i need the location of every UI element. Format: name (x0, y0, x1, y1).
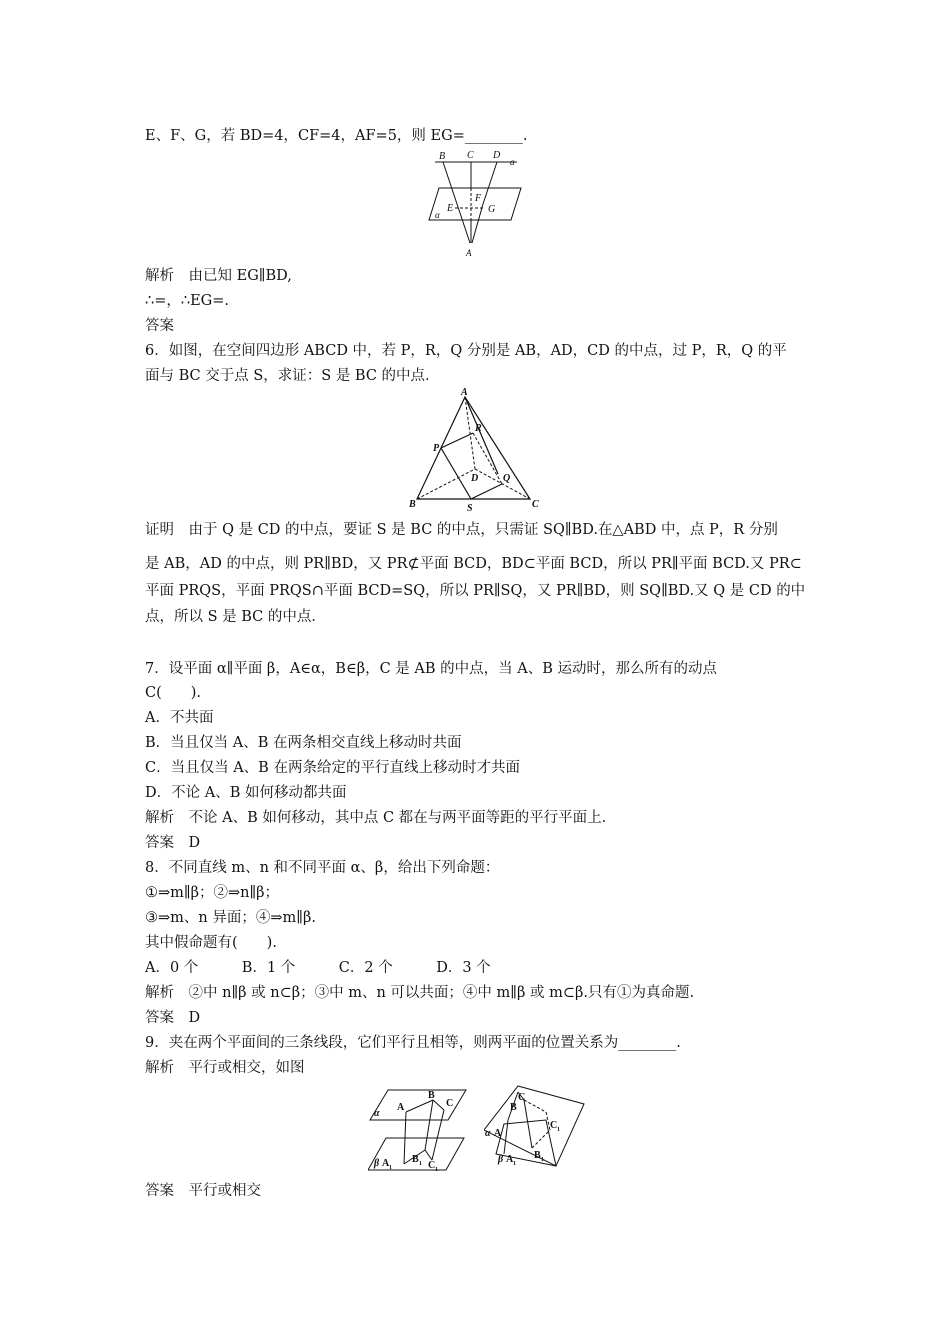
fig3-label-c: C (446, 1098, 454, 1109)
text-line-proof-a: 证明 由于 Q 是 CD 的中点，要证 S 是 BC 的中点，只需证 SQ∥BD.在△ABD 中，点 P，R 分别 (145, 522, 778, 538)
fig4-label-c: C (518, 1092, 526, 1103)
fig3-label-beta: β (374, 1158, 380, 1169)
fig1-label-g: G (488, 204, 496, 215)
fig3-label-a1: A (382, 1158, 390, 1169)
fig1-label-e: E (447, 203, 454, 214)
text-line-q5-tail: E、F、G，若 BD=4，CF=4，AF=5，则 EG=________. (145, 128, 528, 144)
fig4-label-b1: B (534, 1150, 541, 1161)
fig1-label-a: A (466, 248, 472, 258)
text-line-q8b: ①⇒m∥β；②⇒n∥β； (145, 885, 280, 901)
text-line-answer-9: 答案 平行或相交 (145, 1183, 261, 1199)
text-line-q6a: 6．如图，在空间四边形 ABCD 中，若 P，R，Q 分别是 AB，AD，CD 的中点，过 P，R，Q 的平 (145, 343, 787, 359)
fig4-sub-b1: 1 (541, 1157, 544, 1163)
figure-2-space-quadrilateral (405, 385, 545, 515)
fig4-label-b: B (510, 1102, 517, 1113)
text-line-analysis-5b: ∴=，∴EG=. (145, 293, 230, 309)
fig3-label-alpha: α (374, 1108, 380, 1119)
options-8: A．0 个 B．1 个 C．2 个 D．3 个 (145, 960, 491, 976)
fig1-label-c: C (467, 150, 474, 161)
text-line-proof-c: 平面 PRQS，平面 PRQS∩平面 BCD=SQ，所以 PR∥SQ，又 PR∥BD，则 SQ∥BD.又 Q 是 CD 的中 (145, 583, 806, 599)
fig2-label-p: P (433, 443, 440, 454)
fig2-label-d: D (471, 473, 479, 484)
text-line-answer-5: 答案 (145, 318, 174, 334)
fig1-label-b: B (439, 151, 446, 162)
text-line-q7b: C( ). (145, 685, 202, 701)
fig4-label-c1: C (550, 1120, 558, 1131)
fig2-label-q: Q (503, 473, 511, 484)
text-line-analysis-7: 解析 不论 A、B 如何移动，其中点 C 都在与两平面等距的平行平面上． (145, 810, 617, 826)
text-line-proof-b: 是 AB，AD 的中点，则 PR∥BD，又 PR⊄平面 BCD，BD⊂平面 BCD，所以 PR∥平面 BCD.又 PR⊂ (145, 556, 802, 572)
option-7b: B．当且仅当 A、B 在两条相交直线上移动时共面 (145, 735, 462, 751)
text-line-q6b: 面与 BC 交于点 S，求证：S 是 BC 的中点． (145, 368, 440, 384)
fig2-label-a: A (461, 387, 468, 398)
fig3-sub-b1: 1 (419, 1161, 422, 1167)
fig4-label-a: A (494, 1128, 502, 1139)
fig3-label-b1: B (412, 1154, 419, 1165)
fig2-label-r: R (475, 423, 482, 434)
text-line-answer-8: 答案 D (145, 1010, 201, 1026)
text-line-q7a: 7．设平面 α∥平面 β，A∈α，B∈β，C 是 AB 的中点，当 A、B 运动时，那么所有的动点 (145, 661, 717, 677)
text-line-q9: 9．夹在两个平面间的三条线段，它们平行且相等，则两平面的位置关系为________. (145, 1035, 681, 1051)
option-7a: A．不共面 (145, 710, 214, 726)
fig1-label-a-line: a (510, 157, 515, 167)
fig4-sub-a1: 1 (513, 1161, 516, 1167)
fig4-label-a1: A (506, 1154, 514, 1165)
fig2-label-s: S (467, 503, 473, 514)
fig3-sub-c1: 1 (435, 1167, 438, 1173)
fig4-sub-c1: 1 (557, 1127, 560, 1133)
fig3-label-a: A (397, 1102, 405, 1113)
text-line-analysis-8: 解析 ②中 n∥β 或 n⊂β；③中 m、n 可以共面；④中 m∥β 或 m⊂β.只有①为真命题. (145, 985, 695, 1001)
option-7d: D．不论 A、B 如何移动都共面 (145, 785, 347, 801)
text-line-proof-d: 点，所以 S 是 BC 的中点． (145, 609, 326, 625)
text-line-q8c: ③⇒m、n 异面；④⇒m∥β. (145, 910, 316, 926)
text-line-analysis-5a: 解析 由已知 EG∥BD, (145, 268, 292, 284)
text-line-q8a: 8．不同直线 m、n 和不同平面 α、β，给出下列命题： (145, 860, 500, 876)
fig2-label-b: B (409, 499, 416, 510)
figure-4-intersecting-planes (484, 1080, 590, 1170)
text-line-q8d: 其中假命题有( ). (145, 935, 277, 951)
fig1-label-alpha: α (435, 210, 440, 220)
fig3-sub-a1: 1 (389, 1165, 392, 1171)
fig3-label-c1: C (428, 1160, 436, 1171)
text-line-answer-7: 答案 D (145, 835, 201, 851)
figure-1-plane-section (425, 148, 525, 260)
fig2-label-c: C (532, 499, 539, 510)
fig4-label-beta: β (498, 1154, 504, 1165)
option-7c: C．当且仅当 A、B 在两条给定的平行直线上移动时才共面 (145, 760, 520, 776)
fig4-label-alpha: α (485, 1128, 491, 1139)
fig1-label-d: D (493, 150, 501, 161)
figure-3-parallel-planes (368, 1086, 468, 1176)
fig3-label-b: B (428, 1090, 435, 1101)
fig1-label-f: F (475, 193, 482, 204)
text-line-analysis-9: 解析 平行或相交，如图 (145, 1060, 305, 1076)
